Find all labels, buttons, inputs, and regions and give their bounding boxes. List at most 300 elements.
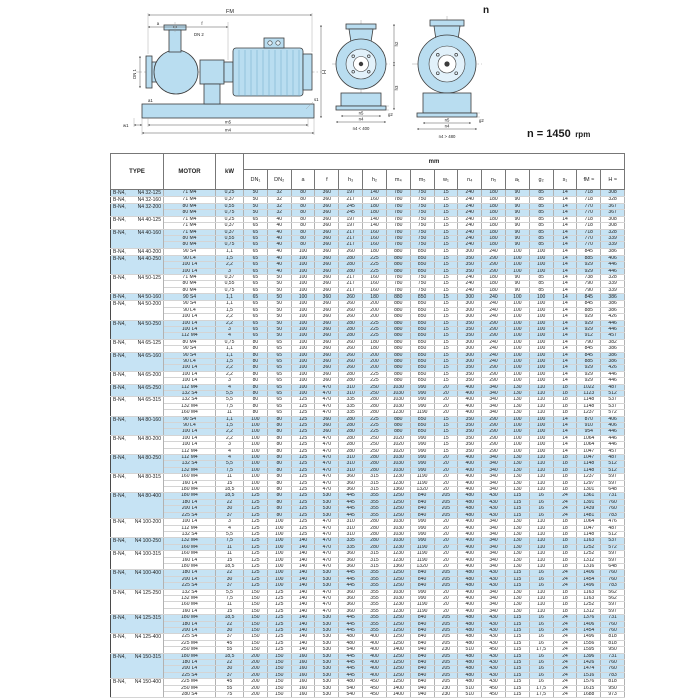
- dim-cell-3: 530: [315, 512, 339, 518]
- motor-cell: 80 M4: [164, 236, 216, 242]
- dim-cell-9: 480: [458, 570, 482, 576]
- fm-cell: 1496: [577, 583, 601, 589]
- motor-cell: 160 M4: [164, 410, 216, 416]
- motor-cell: 71 M4: [164, 229, 216, 235]
- table-row: [111, 692, 625, 698]
- dim-cell-5: 315: [363, 474, 387, 480]
- dim-cell-10: 180: [482, 216, 506, 222]
- dim-cell-8: 20: [434, 544, 458, 550]
- motor-cell: 100 L4: [164, 371, 216, 377]
- fm-cell: 1688: [577, 692, 601, 698]
- dim-cell-6: 880: [386, 301, 410, 307]
- type-prefix: B-N4,: [113, 255, 126, 262]
- type-name: N4 50-125: [137, 275, 161, 282]
- dim-cell-6: 1250: [386, 628, 410, 634]
- dim-cell-8: 205: [434, 621, 458, 627]
- dim-cell-10: 340: [482, 455, 506, 461]
- motor-cell: 180 M4: [164, 487, 216, 493]
- dim-cell-1: 50: [267, 333, 291, 339]
- motor-cell: 90 S4: [164, 301, 216, 307]
- dim-cell-6: 780: [386, 236, 410, 242]
- dim-cell-5: 355: [363, 615, 387, 621]
- dim-cell-0: 200: [244, 666, 268, 672]
- type-name: N4 40-125: [137, 216, 161, 223]
- dim-cell-12: 110: [529, 608, 553, 614]
- terminal-box: [264, 38, 284, 48]
- dim-cell-2: 160: [291, 672, 315, 678]
- dim-cell-5: 280: [363, 410, 387, 416]
- dim-cell-2: 140: [291, 634, 315, 640]
- dim-cell-9: 400: [458, 403, 482, 409]
- dim-cell-7: 850: [410, 365, 434, 371]
- dim-cell-9: 300: [458, 339, 482, 345]
- dim-cell-8: 20: [434, 595, 458, 601]
- dim-cell-6: 880: [386, 262, 410, 268]
- dim-cell-6: 1030: [386, 525, 410, 531]
- dim-label-f: f: [201, 21, 203, 26]
- dim-cell-8: 15: [434, 435, 458, 441]
- type-cell: [111, 416, 164, 435]
- dim-cell-9: 300: [458, 352, 482, 358]
- dim-cell-10: 240: [482, 294, 506, 301]
- dim-cell-7: 840: [410, 666, 434, 672]
- kw-cell: 0,55: [216, 204, 244, 210]
- dim-cell-11: 115: [505, 493, 529, 499]
- type-name: N4 100-400: [134, 570, 161, 577]
- dim-cell-6: 1250: [386, 679, 410, 685]
- dim-cell-2: 100: [291, 339, 315, 345]
- dim-cell-10: 430: [482, 499, 506, 505]
- dim-cell-6: 1030: [386, 397, 410, 403]
- dim-cell-0: 65: [244, 307, 268, 313]
- dim-cell-12: 16: [529, 499, 553, 505]
- dim-cell-9: 400: [458, 602, 482, 608]
- dim-cell-12: 85: [529, 281, 553, 287]
- fm-cell: 1481: [577, 512, 601, 518]
- dim-cell-9: 480: [458, 679, 482, 685]
- kw-cell: 0,37: [216, 229, 244, 235]
- motor-cell: 132 S4: [164, 589, 216, 595]
- dim-cell-3: 470: [315, 557, 339, 563]
- dim-cell-9: 510: [458, 692, 482, 698]
- dim-cell-7: 750: [410, 197, 434, 204]
- fm-cell: 718: [577, 197, 601, 204]
- dim-cell-7: 990: [410, 442, 434, 448]
- dim-cell-2: 125: [291, 531, 315, 537]
- col-header-dim-9: n₄: [458, 170, 482, 190]
- dim-cell-1: 125: [267, 602, 291, 608]
- kw-cell: 18,5: [216, 615, 244, 621]
- dim-cell-11: 115: [505, 666, 529, 672]
- dim-cell-7: 1320: [410, 563, 434, 569]
- dim-cell-3: 530: [315, 506, 339, 512]
- rotation-speed-unit: rpm: [575, 130, 591, 139]
- dim-cell-6: 880: [386, 416, 410, 422]
- dim-cell-9: 400: [458, 455, 482, 461]
- dim-cell-4: 217: [339, 236, 363, 242]
- kw-cell: 37: [216, 512, 244, 518]
- coupling: [224, 62, 233, 82]
- dim-cell-8: 15: [434, 204, 458, 210]
- col-header-dim-10: n₅: [482, 170, 506, 190]
- dim-cell-7: 990: [410, 519, 434, 525]
- dim-cell-1: 100: [267, 563, 291, 569]
- kw-cell: 1,5: [216, 255, 244, 261]
- motor-cell: 200 L4: [164, 506, 216, 512]
- type-name: N4 100-315: [134, 551, 161, 558]
- dim-cell-12: 110: [529, 403, 553, 409]
- dim-cell-10: 430: [482, 660, 506, 666]
- dim-cell-13: 24: [553, 506, 577, 512]
- dim-cell-3: 530: [315, 621, 339, 627]
- h-cell: 760: [601, 621, 625, 627]
- dim-cell-13: 24: [553, 512, 577, 518]
- dim-cell-5: 355: [363, 628, 387, 634]
- dim-cell-7: 750: [410, 210, 434, 216]
- dim-cell-2: 160: [291, 692, 315, 698]
- dim-cell-11: 100: [505, 255, 529, 261]
- dim-cell-0: 65: [244, 314, 268, 320]
- dim-cell-7: 840: [410, 493, 434, 499]
- dim-cell-8: 15: [434, 242, 458, 248]
- dim-cell-3: 530: [315, 666, 339, 672]
- kw-cell: 55: [216, 685, 244, 691]
- type-name: N4 50-160: [137, 294, 161, 301]
- dim-cell-6: 1250: [386, 660, 410, 666]
- dim-cell-0: 100: [244, 461, 268, 467]
- base-caption-large: n4 > 480: [438, 134, 456, 139]
- dim-cell-4: 480: [339, 640, 363, 646]
- dim-cell-11: 90: [505, 287, 529, 293]
- dim-cell-13: 14: [553, 268, 577, 274]
- dim-cell-12: 100: [529, 442, 553, 448]
- dim-cell-6: 1250: [386, 615, 410, 621]
- dim-cell-1: 65: [267, 358, 291, 364]
- kw-cell: 4: [216, 455, 244, 461]
- dim-cell-0: 80: [244, 352, 268, 358]
- dim-cell-5: 315: [363, 487, 387, 493]
- dim-cell-12: 100: [529, 333, 553, 339]
- dim-cell-6: 780: [386, 190, 410, 197]
- dim-cell-4: 445: [339, 512, 363, 518]
- dim-cell-8: 15: [434, 294, 458, 301]
- dim-cell-2: 160: [291, 653, 315, 659]
- dim-cell-3: 530: [315, 570, 339, 576]
- dim-cell-11: 100: [505, 333, 529, 339]
- dim-cell-4: 217: [339, 242, 363, 248]
- dim-cell-11: 115: [505, 576, 529, 582]
- dim-cell-8: 205: [434, 628, 458, 634]
- dim-cell-8: 15: [434, 301, 458, 307]
- type-name: N4 32-160: [137, 197, 161, 203]
- dim-cell-13: 24: [553, 660, 577, 666]
- dim-cell-3: 360: [315, 301, 339, 307]
- dim-cell-5: 355: [363, 589, 387, 595]
- dim-cell-2: 100: [291, 326, 315, 332]
- fm-cell: 1148: [577, 461, 601, 467]
- dim-cell-2: 125: [291, 448, 315, 454]
- motor-cell: 200 L4: [164, 628, 216, 634]
- dim-cell-8: 205: [434, 493, 458, 499]
- dim-cell-12: 110: [529, 525, 553, 531]
- dim-cell-1: 40: [267, 236, 291, 242]
- kw-cell: 11: [216, 551, 244, 557]
- dim-cell-4: 480: [339, 634, 363, 640]
- dim-cell-13: 18: [553, 538, 577, 544]
- dim-cell-5: 400: [363, 647, 387, 653]
- dim-cell-0: 100: [244, 467, 268, 473]
- dim-cell-11: 115: [505, 615, 529, 621]
- dim-cell-10: 340: [482, 525, 506, 531]
- kw-cell: 4: [216, 448, 244, 454]
- dim-cell-9: 400: [458, 461, 482, 467]
- dim-cell-12: 16: [529, 512, 553, 518]
- col-header-dim-5: h₂: [363, 170, 387, 190]
- dim-cell-9: 400: [458, 608, 482, 614]
- dim-cell-4: 197: [339, 223, 363, 229]
- dim-cell-8: 20: [434, 390, 458, 396]
- type-cell: [111, 435, 164, 454]
- h-cell: 731: [601, 653, 625, 659]
- dim-cell-9: 300: [458, 248, 482, 255]
- dim-cell-9: 350: [458, 371, 482, 377]
- dim-cell-7: 850: [410, 333, 434, 339]
- dim-cell-6: 1030: [386, 384, 410, 390]
- fm-cell: 1123: [577, 390, 601, 396]
- pump-end-view-small-base: [332, 20, 399, 131]
- dim-cell-2: 125: [291, 512, 315, 518]
- dim-cell-3: 470: [315, 467, 339, 473]
- dim-cell-12: 16: [529, 615, 553, 621]
- dim-cell-7: 1190: [410, 602, 434, 608]
- dim-label-g2: g2: [388, 112, 393, 117]
- type-cell: [111, 190, 164, 197]
- dim-cell-6: 1250: [386, 653, 410, 659]
- kw-cell: 18,5: [216, 653, 244, 659]
- type-cell: [111, 615, 164, 634]
- dim-cell-8: 205: [434, 583, 458, 589]
- dim-cell-3: 360: [315, 320, 339, 326]
- motor-cell: 80 M4: [164, 204, 216, 210]
- dim-cell-10: 340: [482, 602, 506, 608]
- dim-cell-4: 445: [339, 628, 363, 634]
- dim-cell-2: 125: [291, 480, 315, 486]
- dim-cell-1: 40: [267, 262, 291, 268]
- dim-cell-4: 260: [339, 358, 363, 364]
- dim-cell-0: 150: [244, 589, 268, 595]
- kw-cell: 0,75: [216, 210, 244, 216]
- dim-cell-13: 14: [553, 326, 577, 332]
- dim-cell-4: 280: [339, 435, 363, 441]
- dim-cell-11: 100: [505, 371, 529, 377]
- dim-cell-4: 280: [339, 429, 363, 435]
- kw-cell: 2,2: [216, 435, 244, 441]
- type-name: N4 32-200: [137, 204, 161, 210]
- kw-cell: 0,37: [216, 275, 244, 281]
- dim-cell-9: 480: [458, 653, 482, 659]
- dim-cell-0: 200: [244, 653, 268, 659]
- dim-cell-13: 18: [553, 455, 577, 461]
- dim-cell-4: 260: [339, 248, 363, 255]
- dim-cell-7: 1190: [410, 544, 434, 550]
- dim-cell-4: 245: [339, 204, 363, 210]
- dim-cell-5: 225: [363, 320, 387, 326]
- h-cell: 446: [601, 435, 625, 441]
- dim-cell-5: 160: [363, 287, 387, 293]
- dim-cell-5: 450: [363, 679, 387, 685]
- dim-cell-9: 400: [458, 595, 482, 601]
- h-cell: 572: [601, 410, 625, 416]
- type-name: N4 65-315: [137, 397, 161, 404]
- dim-cell-12: 85: [529, 223, 553, 229]
- dim-cell-4: 260: [339, 339, 363, 345]
- dim-cell-13: 24: [553, 692, 577, 698]
- dim-cell-5: 280: [363, 519, 387, 525]
- dim-cell-9: 480: [458, 660, 482, 666]
- dim-cell-7: 850: [410, 371, 434, 377]
- dim-cell-0: 80: [244, 358, 268, 364]
- dim-cell-8: 205: [434, 640, 458, 646]
- dim-cell-6: 1230: [386, 474, 410, 480]
- kw-cell: 5,5: [216, 589, 244, 595]
- dim-cell-3: 360: [315, 333, 339, 339]
- dim-cell-12: 100: [529, 255, 553, 261]
- dim-cell-12: 100: [529, 268, 553, 274]
- dim-cell-6: 1030: [386, 538, 410, 544]
- pump-side-view-drawing: [123, 9, 328, 135]
- dim-cell-8: 205: [434, 576, 458, 582]
- dim-cell-13: 14: [553, 346, 577, 352]
- dim-cell-5: 355: [363, 602, 387, 608]
- type-prefix: B-N4,: [113, 435, 126, 442]
- dim-cell-12: 100: [529, 435, 553, 441]
- fm-cell: 929: [577, 268, 601, 274]
- dim-cell-4: 280: [339, 423, 363, 429]
- dim-cell-10: 340: [482, 557, 506, 563]
- dim-cell-4: 197: [339, 216, 363, 222]
- dim-cell-1: 80: [267, 474, 291, 480]
- h-cell: 446: [601, 320, 625, 326]
- dim-cell-13: 14: [553, 248, 577, 255]
- dim-cell-7: 1190: [410, 551, 434, 557]
- dim-cell-2: 160: [291, 660, 315, 666]
- dim-cell-8: 205: [434, 570, 458, 576]
- dim-cell-11: 115: [505, 512, 529, 518]
- dim-cell-1: 80: [267, 506, 291, 512]
- dim-cell-7: 850: [410, 320, 434, 326]
- dim-cell-8: 15: [434, 229, 458, 235]
- type-cell: [111, 570, 164, 589]
- dim-label-h: H: [322, 70, 328, 74]
- kw-cell: 22: [216, 660, 244, 666]
- dim-cell-6: 880: [386, 320, 410, 326]
- h-cell: 457: [601, 448, 625, 454]
- dim-cell-12: 110: [529, 467, 553, 473]
- dim-cell-11: 90: [505, 223, 529, 229]
- dim-cell-10: 340: [482, 461, 506, 467]
- dim-cell-10: 430: [482, 493, 506, 499]
- dim-cell-1: 65: [267, 339, 291, 345]
- kw-cell: 18,5: [216, 493, 244, 499]
- dim-cell-9: 240: [458, 242, 482, 248]
- kw-cell: 11: [216, 474, 244, 480]
- dim-cell-11: 100: [505, 294, 529, 301]
- dim-cell-6: 880: [386, 268, 410, 274]
- table-row: [111, 294, 625, 301]
- fm-cell: 929: [577, 326, 601, 332]
- dim-cell-1: 80: [267, 467, 291, 473]
- dim-cell-9: 350: [458, 448, 482, 454]
- dim-cell-0: 100: [244, 448, 268, 454]
- dim-cell-6: 880: [386, 429, 410, 435]
- motor-cell: 80 M4: [164, 281, 216, 287]
- dim-cell-0: 65: [244, 262, 268, 268]
- dim-cell-5: 280: [363, 525, 387, 531]
- dim-cell-5: 200: [363, 314, 387, 320]
- dim-cell-5: 225: [363, 429, 387, 435]
- dim-cell-12: 16: [529, 621, 553, 627]
- dim-cell-3: 530: [315, 499, 339, 505]
- dim-cell-0: 150: [244, 608, 268, 614]
- fm-cell: 845: [577, 294, 601, 301]
- dim-label-dn1: DN 1: [132, 69, 137, 79]
- dim-cell-9: 240: [458, 281, 482, 287]
- dim-cell-13: 14: [553, 339, 577, 345]
- dim-cell-5: 315: [363, 563, 387, 569]
- dim-cell-6: 780: [386, 197, 410, 204]
- dim-cell-2: 140: [291, 640, 315, 646]
- kw-cell: 5,5: [216, 390, 244, 396]
- dim-cell-3: 360: [315, 204, 339, 210]
- type-cell: [111, 275, 164, 294]
- dim-cell-2: 140: [291, 563, 315, 569]
- dim-cell-13: 14: [553, 210, 577, 216]
- kw-cell: 1,5: [216, 358, 244, 364]
- dim-cell-12: 85: [529, 204, 553, 210]
- dim-cell-5: 250: [363, 384, 387, 390]
- motor-cell: 71 M4: [164, 190, 216, 197]
- dim-cell-12: 16: [529, 653, 553, 659]
- dim-cell-12: 110: [529, 480, 553, 486]
- dim-cell-13: 18: [553, 480, 577, 486]
- dim-cell-4: 445: [339, 666, 363, 672]
- fm-cell: 1595: [577, 647, 601, 653]
- dim-cell-5: 140: [363, 216, 387, 222]
- dim-cell-7: 850: [410, 314, 434, 320]
- dim-cell-7: 850: [410, 307, 434, 313]
- dim-cell-1: 80: [267, 493, 291, 499]
- dim-cell-6: 780: [386, 216, 410, 222]
- dim-cell-0: 125: [244, 570, 268, 576]
- dim-cell-6: 1250: [386, 666, 410, 672]
- type-cell: [111, 474, 164, 493]
- dim-cell-5: 160: [363, 236, 387, 242]
- dim-cell-12: 17,5: [529, 647, 553, 653]
- motor-cell: 180 L4: [164, 660, 216, 666]
- dim-cell-11: 115: [505, 653, 529, 659]
- dim-cell-8: 15: [434, 210, 458, 216]
- h-cell: 339: [601, 242, 625, 248]
- dim-cell-5: 225: [363, 416, 387, 422]
- dim-cell-5: 250: [363, 442, 387, 448]
- dim-cell-4: 260: [339, 301, 363, 307]
- dim-cell-8: 20: [434, 557, 458, 563]
- dim-label-fm: FM: [226, 9, 234, 15]
- dim-cell-8: 15: [434, 339, 458, 345]
- type-name: N4 100-200: [134, 519, 161, 526]
- dim-cell-13: 24: [553, 628, 577, 634]
- dim-cell-6: 1030: [386, 461, 410, 467]
